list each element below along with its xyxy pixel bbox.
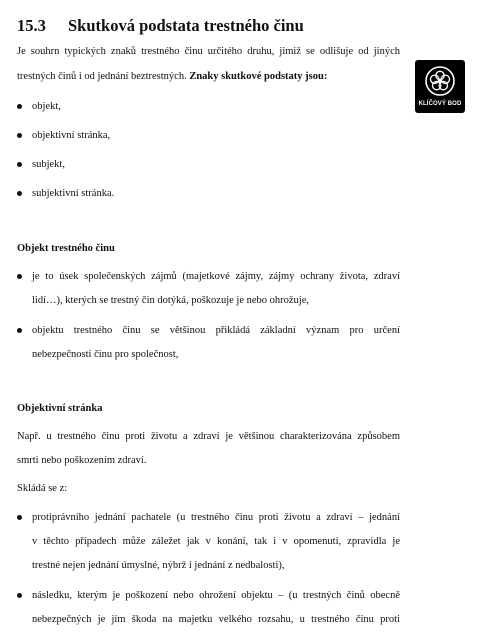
list-item-line: v těchto případech může záležet jak v konání, tak i v opomenutí, zpravidla je: [32, 536, 400, 547]
intro-text: trestných činů i od jednání beztrestných.: [17, 71, 190, 82]
list-item-line: je to úsek společenských zájmů (majetkové zájmy, zájmy ochrany života, zdraví: [32, 271, 400, 282]
bullet: [17, 133, 22, 138]
intro-line-1: Je souhrn typických znaků trestného činu určitého druhu, jimiž se odlišuje od jiných: [17, 46, 400, 57]
list-item-line: trestné nejen jednání úmyslné, nýbrž i jednání z nedbalosti),: [32, 560, 285, 571]
key-point-badge: [415, 60, 465, 113]
section-heading: [17, 16, 304, 36]
list-item-text: subjektivní stránka.: [32, 188, 115, 199]
sklada-se-text: Skládá se z:: [17, 483, 68, 494]
objekt-heading: Objekt trestného činu: [17, 243, 115, 254]
objektivni-para-line-1: Např. u trestného činu proti životu a zdraví je většinou charakterizována způsobem: [17, 431, 400, 442]
list-item-line: protiprávního jednání pachatele (u trestného činu proti životu a zdraví – jednání: [32, 512, 400, 523]
intro-line-2: [17, 65, 400, 88]
bullet: [17, 104, 22, 109]
list-item-text: subjekt,: [32, 159, 65, 170]
list-item-line: nebezpečných je jím škoda na majetku velkého rozsahu, u trestného činu proti: [32, 614, 400, 625]
bullet: [17, 515, 22, 520]
section-number: 15.3: [17, 16, 46, 35]
intro-bold-text: Znaky skutkové podstaty jsou:: [189, 71, 328, 82]
bullet: [17, 593, 22, 598]
bullet: [17, 162, 22, 167]
list-item-line: následku, kterým je poškození nebo ohrožení objektu – (u trestných činů obecně: [32, 590, 400, 601]
list-item-line: lidí…), kterých se trestný čin dotýká, poškozuje je nebo ohrožuje,: [32, 295, 310, 306]
list-item-text: objektivní stránka,: [32, 130, 111, 141]
list-item-text: objekt,: [32, 101, 61, 112]
bullet: [17, 328, 22, 333]
objektivni-heading: Objektivní stránka: [17, 403, 103, 414]
flower-key-icon: [415, 64, 465, 98]
objektivni-para-line-2: smrti nebo poškozením zdraví.: [17, 455, 147, 466]
key-point-label: KLÍČOVÝ BOD: [418, 101, 462, 107]
list-item-line: objektu trestného činu se většinou přikládá základní význam pro určení: [32, 325, 400, 336]
list-item-line: nebezpečnosti činu pro společnost,: [32, 349, 179, 360]
section-title: Skutková podstata trestného činu: [68, 16, 304, 35]
bullet: [17, 274, 22, 279]
bullet: [17, 191, 22, 196]
